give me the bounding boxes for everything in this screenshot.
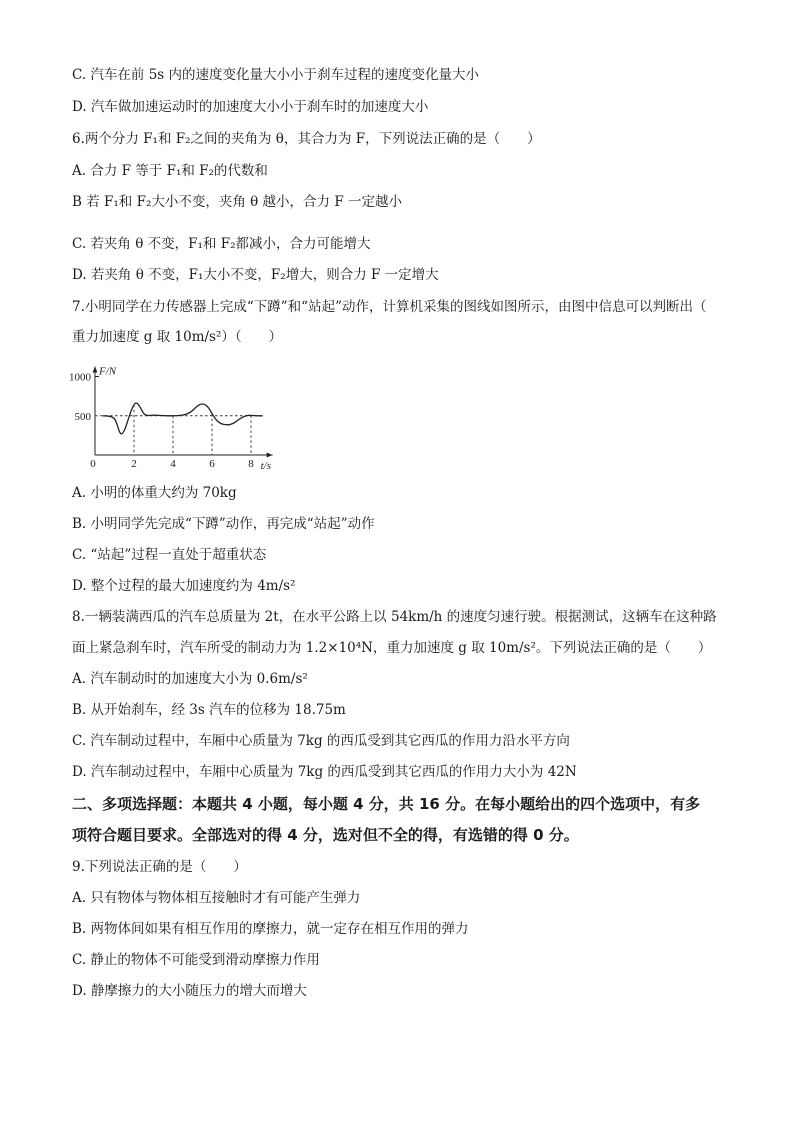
q8-option-d: D. 汽车制动过程中，车厢中心质量为 7kg 的西瓜受到其它西瓜的作用力大小为 42N: [72, 764, 577, 780]
x-axis-label: t/s: [260, 460, 272, 472]
q6-option-d: D. 若夹角 θ 不变，F₁大小不变，F₂增大，则合力 F 一定增大: [72, 267, 439, 283]
x-tick-label-0: 0: [90, 458, 96, 470]
q9-stem: 9.下列说法正确的是（ ）: [72, 859, 247, 875]
q7-stem-line2: 重力加速度 g 取 10m/s²）（ ）: [72, 329, 283, 345]
x-axis-arrow: [267, 453, 273, 458]
q6-option-b: B 若 F₁和 F₂大小不变，夹角 θ 越小，合力 F 一定越小: [72, 194, 403, 210]
force-time-chart: [68, 356, 328, 474]
x-tick-label-6: 6: [209, 458, 215, 470]
q8-option-b: B. 从开始刹车，经 3s 汽车的位移为 18.75m: [72, 702, 346, 718]
section-2-heading-line1: 二、多项选择题：本题共 4 小题，每小题 4 分，共 16 分。在每小题给出的四个选项中，有多: [72, 795, 701, 813]
q8-option-c: C. 汽车制动过程中，车厢中心质量为 7kg 的西瓜受到其它西瓜的作用力沿水平方向: [72, 733, 570, 749]
q7-option-d: D. 整个过程的最大加速度约为 4m/s²: [72, 578, 296, 594]
y-tick-label-500: 500: [74, 410, 91, 423]
q9-option-c: C. 静止的物体不可能受到滑动摩擦力作用: [72, 952, 320, 968]
q5-option-c: C. 汽车在前 5s 内的速度变化量大小小于刹车过程的速度变化量大小: [72, 67, 480, 83]
q9-option-b: B. 两物体间如果有相互作用的摩擦力，就一定存在相互作用的弹力: [72, 921, 469, 937]
q7-option-c: C. “站起”过程一直处于超重状态: [72, 547, 267, 563]
q5-option-d: D. 汽车做加速运动时的加速度大小小于刹车时的加速度大小: [72, 99, 429, 115]
q8-stem-line1: 8.一辆装满西瓜的汽车总质量为 2t，在水平公路上以 54km/h 的速度匀速行驶。根据测试，这辆车在这种路: [72, 609, 717, 625]
y-axis-label: F/N: [99, 365, 117, 378]
q6-option-a: A. 合力 F 等于 F₁和 F₂的代数和: [72, 163, 268, 179]
q9-option-a: A. 只有物体与物体相互接触时才有可能产生弹力: [72, 890, 361, 906]
q9-option-d: D. 静摩擦力的大小随压力的增大而增大: [72, 983, 307, 999]
force-series-line: [103, 403, 263, 434]
section-2-heading-line2: 项符合题目要求。全部选对的得 4 分，选对但不全的得，有选错的得 0 分。: [72, 826, 579, 844]
y-tick-label-1000: 1000: [69, 371, 91, 384]
x-tick-label-4: 4: [170, 458, 176, 470]
q8-stem-line2: 面上紧急刹车时，汽车所受的制动力为 1.2×10⁴N，重力加速度 g 取 10m/s²。下列说法正确的是（ ）: [72, 640, 712, 656]
q7-stem-line1: 7.小明同学在力传感器上完成“下蹲”和“站起”动作，计算机采集的图线如图所示，由图中信息可以判断出（: [72, 299, 707, 315]
q6-option-c: C. 若夹角 θ 不变，F₁和 F₂都减小，合力可能增大: [72, 236, 371, 252]
q6-stem: 6.两个分力 F₁和 F₂之间的夹角为 θ，其合力为 F，下列说法正确的是（ ）: [72, 131, 541, 147]
x-tick-label-8: 8: [248, 458, 254, 470]
y-axis-arrow: [93, 367, 98, 373]
x-tick-label-2: 2: [131, 458, 137, 470]
q8-option-a: A. 汽车制动时的加速度大小为 0.6m/s²: [72, 671, 308, 687]
q7-option-b: B. 小明同学先完成“下蹲”动作，再完成“站起”动作: [72, 516, 375, 532]
q7-option-a: A. 小明的体重大约为 70kg: [72, 485, 237, 501]
